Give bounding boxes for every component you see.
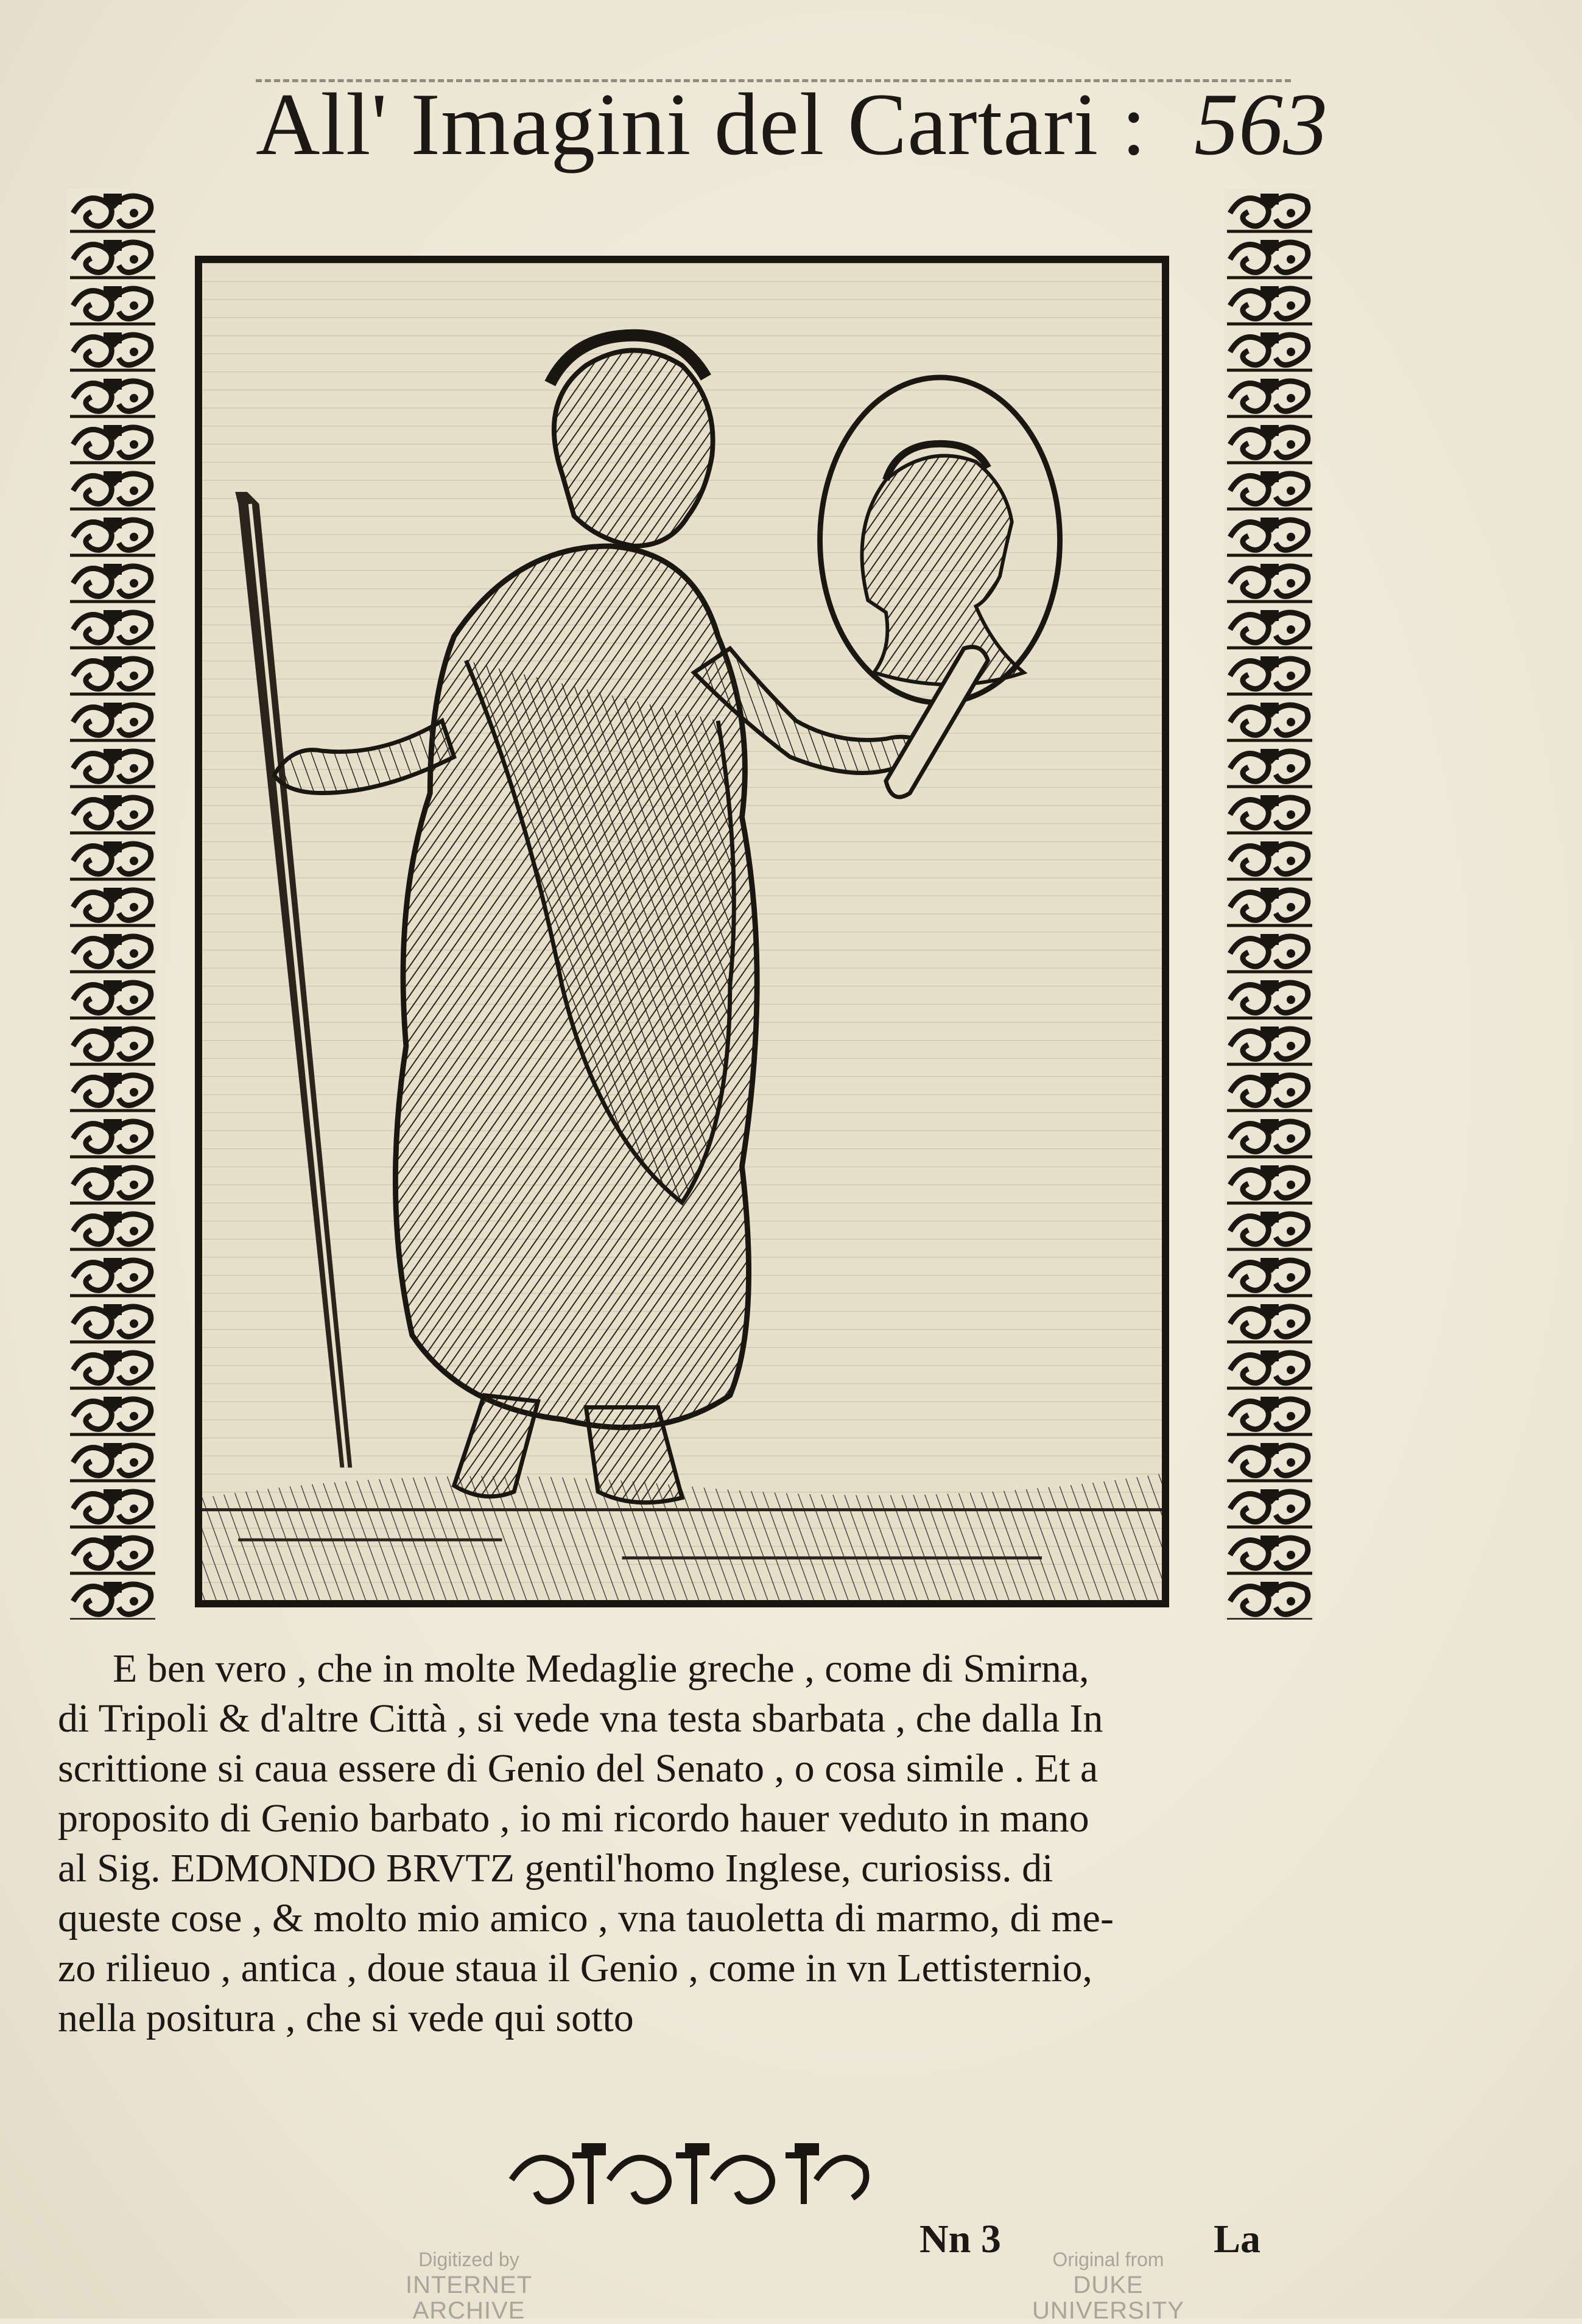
source-watermark [999, 2247, 1218, 2323]
page-number: 563 [1194, 75, 1327, 174]
woodcut-bearded-figure-with-staff-and-medallion-icon [202, 263, 1162, 1600]
ornamental-border-pattern-icon [67, 189, 158, 1620]
running-header [231, 67, 1327, 174]
text-line: E ben vero , che in molte Medaglie greche , come di Smirna, [113, 1646, 1089, 1691]
fleuron-ornament-icon [499, 2131, 877, 2222]
text-line: proposito di Genio barbato , io mi ricordo hauer veduto in mano [58, 1796, 1089, 1841]
printers-ornament [499, 2131, 877, 2222]
catchword: La [1213, 2217, 1260, 2261]
body-text [58, 1644, 1324, 2043]
text-line: queste cose , & molto mio amico , vna tauoletta di marmo, di me- [58, 1896, 1114, 1940]
text-line: zo rilieuo , antica , doue staua il Genio , come in vn Lettisternio, [58, 1946, 1093, 1990]
running-title: All' Imagini del Cartari : [256, 75, 1147, 174]
text-line: nella positura , che si vede qui sotto [58, 1996, 634, 2040]
signature-mark: Nn 3 [919, 2217, 1001, 2261]
digitizer-watermark [353, 2247, 585, 2323]
watermark-line: Original from [1052, 2249, 1164, 2270]
text-line: di Tripoli & d'altre Città , si vede vna testa sbarbata , che dalla In [58, 1696, 1103, 1741]
watermark-line: Digitized by [418, 2249, 519, 2270]
text-line: al Sig. EDMONDO BRVTZ gentil'homo Inglese, curiosiss. di [58, 1846, 1053, 1890]
text-line: scrittione si caua essere di Genio del Senato , o cosa simile . Et a [58, 1746, 1099, 1791]
watermark-line: DUKE UNIVERSITY [1032, 2272, 1185, 2324]
right-ornamental-border [1224, 189, 1315, 1620]
watermark-line: INTERNET ARCHIVE [406, 2272, 532, 2324]
left-ornamental-border [67, 189, 158, 1620]
woodcut-illustration [195, 256, 1169, 1607]
ornamental-border-pattern-icon [1224, 189, 1315, 1620]
